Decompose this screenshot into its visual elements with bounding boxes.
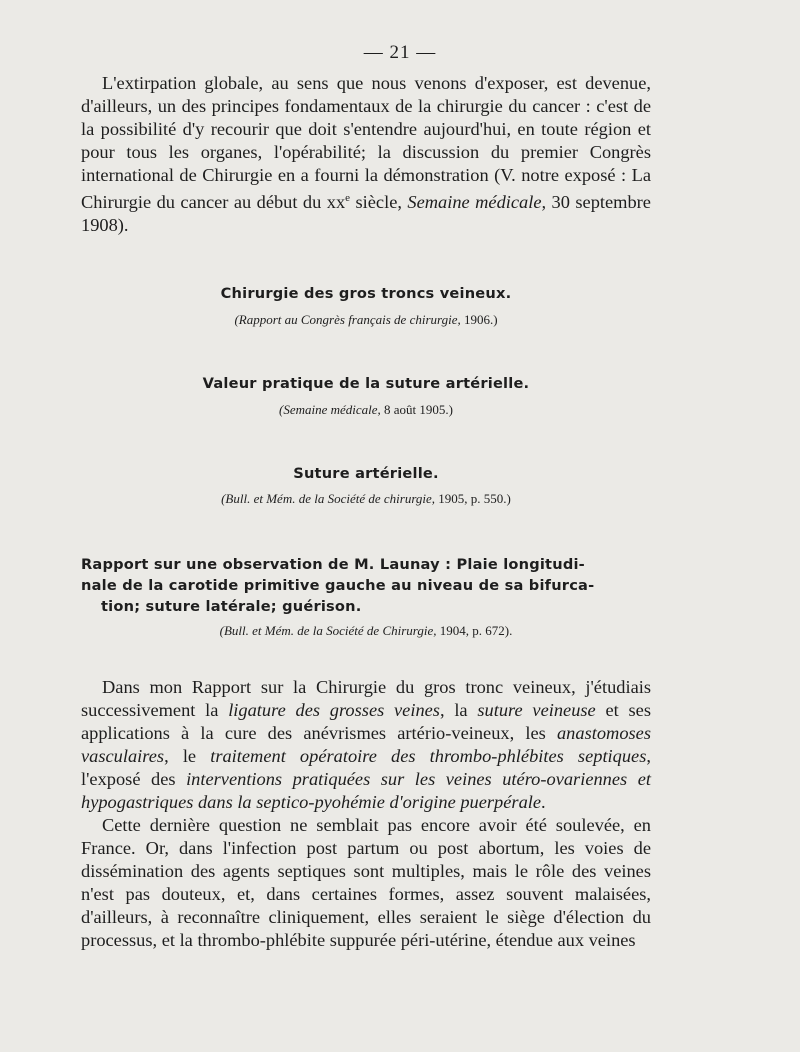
section-reference: (Rapport au Congrès français de chirurgie, 1906.) xyxy=(234,312,498,327)
intro-text: L'extirpation globale, au sens que nous venons d'exposer, est devenue, d'ailleurs, un des principes fondamentaux de la chirurgie du cancer : c'est de la possibilité d'y recourir que doit s'entendre aujourd'hui, en toute région et pour tous les organes, l'opérabilité; la discussion du premier Congrès international de Chirurgie en a fourni la démonstration (V. notre exposé : La Chirurgie du cancer au début du xx xyxy=(81,73,651,213)
section-reference: (Semaine médicale, 8 août 1905.) xyxy=(278,402,453,417)
section-reference: (Bull. et Mém. de la Société de chirurgie, 1905, p. 550.) xyxy=(221,491,511,506)
section-title: Valeur pratique de la suture artérielle. xyxy=(202,375,530,392)
page-number: — 21 — xyxy=(363,42,437,63)
intro-superscript: e xyxy=(345,192,351,204)
section-title-line: Rapport sur une observation de M. Launay : Plaie longitudi- xyxy=(81,556,585,573)
section-reference: (Bull. et Mém. de la Société de Chirurgie, 1904, p. 672). xyxy=(219,623,513,638)
section-title-multiline xyxy=(81,554,665,617)
body-paragraph: Cette dernière question ne semblait pas encore avoir été soulevée, en France. Or, dans l'infection post partum ou post abortum, les voies de dissémination des agents septiques sont multiples, mais le rôle des veines n'est pas douteux, et, dans certaines formes, assez souvent malaisées, d'ailleurs, à reconnaître cliniquement, elles seraient le siège d'élection du processus, et la thrombo-phlébite suppurée péri-utérine, étendue aux veines xyxy=(81,815,651,950)
intro-text-mid: siècle, xyxy=(350,192,408,213)
intro-italic: Semaine médicale, xyxy=(407,192,547,213)
intro-text-end: 30 septembre 1908). xyxy=(81,192,651,236)
body-paragraph: Dans mon Rapport sur la Chirurgie du gros tronc veineux, j'étudiais successivement la ligature des grosses veines, la suture veineuse et ses applications à la cure des anévrismes artério-veineux, les anastomoses vasculaires, le traitement opératoire des thrombo-phlébites septiques, l'exposé des interventions pratiquées sur les veines utéro-ovariennes et hypogastriques dans la septico-pyohémie d'origine puerpérale. xyxy=(81,677,651,812)
section-title-line: tion; suture latérale; guérison. xyxy=(101,598,362,615)
intro-paragraph xyxy=(81,72,651,237)
section-title-line: nale de la carotide primitive gauche au niveau de sa bifurca- xyxy=(81,577,595,594)
section-title: Suture artérielle. xyxy=(293,465,439,482)
section-title: Chirurgie des gros troncs veineux. xyxy=(220,285,512,302)
body-text xyxy=(81,676,651,952)
